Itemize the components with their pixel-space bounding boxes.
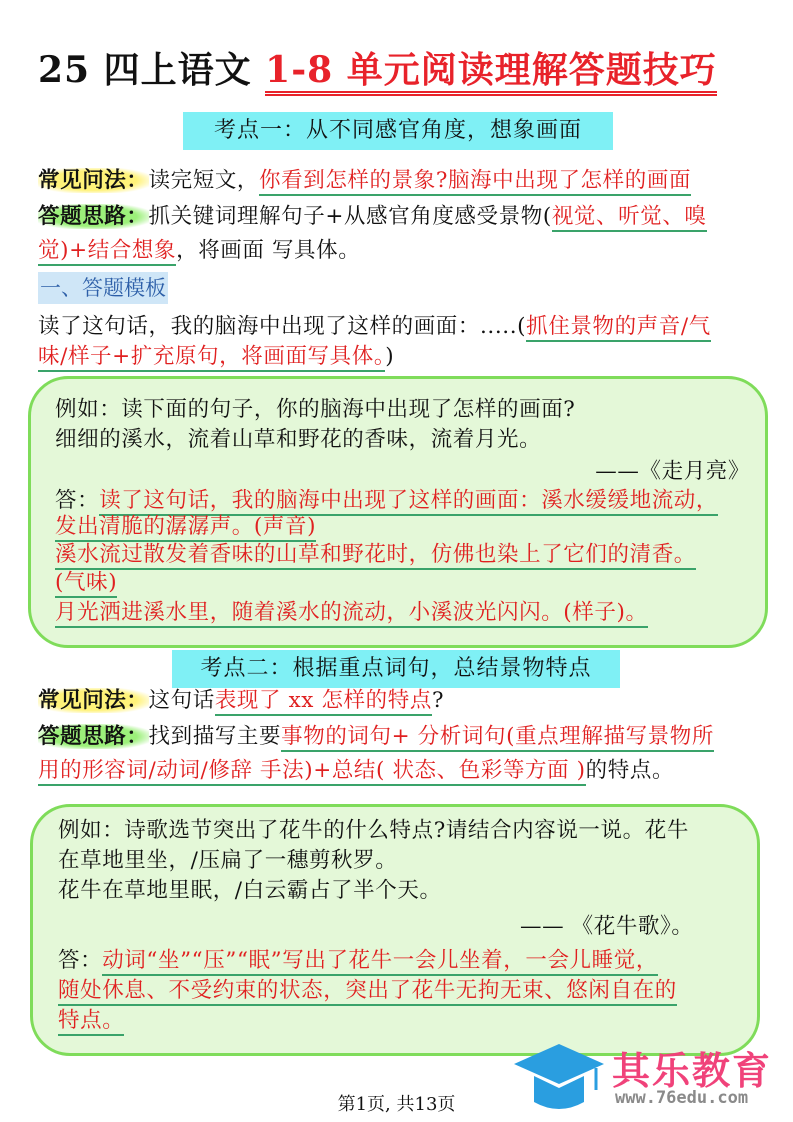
red-text: 觉)+结合想象 (38, 238, 176, 266)
template-line-cont (38, 342, 394, 372)
point1-question (38, 166, 691, 196)
approach-label: 答题思路： (38, 724, 149, 749)
red-text: 抓住景物的声音/气 (526, 314, 711, 342)
approach-label: 答题思路： (38, 204, 149, 229)
example2-answer-line (58, 1006, 124, 1036)
red-text: 随处休息、不受约束的状态，突出了花牛无拘无束、悠闲自在的 (58, 978, 677, 1006)
point2-heading: 考点二：根据重点词句，总结景物特点 (172, 650, 620, 688)
template-line (38, 312, 711, 342)
red-text: 表现了 xx 怎样的特点 (215, 688, 432, 716)
red-text: 特点。 (58, 1008, 124, 1036)
point1-approach (38, 202, 707, 232)
text: 的特点。 (585, 758, 675, 783)
point1-approach-cont (38, 236, 360, 266)
red-text: 溪水流过散发着香味的山草和野花时，仿佛也染上了它们的清香。 (55, 542, 696, 570)
text: 找到描写主要 (148, 724, 282, 749)
red-text: 动词“坐”“压”“眠”写出了花牛一会儿坐着，一会儿睡觉， (102, 948, 658, 976)
answer-label: 答： (55, 488, 100, 513)
template-heading: 一、答题模板 (38, 272, 168, 304)
point2-approach-cont (38, 756, 674, 786)
example1-answer-line (55, 540, 696, 570)
example2-answer-line (58, 976, 677, 1006)
red-text: 读了这句话，我的脑海中出现了这样的画面：溪水缓缓地流动， (99, 488, 718, 516)
text: ，将画面 写具体。 (176, 238, 361, 263)
point2-question (38, 686, 444, 716)
example1-answer-line (55, 598, 648, 628)
red-text: 用的形容词/动词/修辞 手法)+总结( 状态、色彩等方面 ) (38, 758, 586, 786)
example1-question: 例如：读下面的句子，你的脑海中出现了怎样的画面? (55, 397, 576, 422)
text: 这句话 (148, 688, 215, 713)
red-text: (气味) (55, 570, 117, 598)
example2-line: 花牛在草地里眠，/白云霸占了半个天。 (58, 878, 442, 903)
page-title (38, 42, 717, 93)
red-text: 你看到怎样的景象?脑海中出现了怎样的画面 (259, 168, 691, 196)
example1-text: 细细的溪水，流着山草和野花的香味，流着月光。 (55, 427, 542, 452)
text: 抓关键词理解句子+从感官角度感受景物( (148, 204, 552, 229)
red-text: 发出清脆的潺潺声。(声音) (55, 514, 316, 542)
text: 读完短文， (148, 168, 260, 193)
red-text: 事物的词句+ 分析词句(重点理解描写景物所 (281, 724, 714, 752)
answer-label: 答： (58, 948, 103, 973)
point1-heading: 考点一：从不同感官角度，想象画面 (183, 112, 613, 150)
example2-line: 在草地里坐，/压扁了一穗剪秋罗。 (58, 848, 398, 873)
red-text: 月光洒进溪水里，随着溪水的流动，小溪波光闪闪。(样子)。 (55, 600, 648, 628)
text: 读了这句话，我的脑海中出现了这样的画面：.....( (38, 314, 527, 339)
example1-answer-line (55, 512, 316, 542)
red-text: 视觉、听觉、嗅 (552, 204, 707, 232)
logo-name: 其乐教育 (612, 1049, 773, 1093)
text: ) (385, 344, 395, 369)
logo-url: www.76edu.com (615, 1088, 749, 1108)
text: ? (431, 688, 445, 713)
point2-approach (38, 722, 714, 752)
title-highlight: 1-8 单元阅读理解答题技巧 (265, 49, 717, 96)
title-prefix: 25 四上语文 (38, 49, 266, 91)
example2-answer (58, 946, 658, 976)
question-label: 常见问法： (38, 688, 149, 713)
page-number: 第1页, 共13页 (337, 1094, 456, 1115)
question-label: 常见问法： (38, 168, 149, 193)
example1-answer-line (55, 568, 117, 598)
example2-source: —— 《花牛歌》。 (520, 914, 694, 939)
example2-line: 例如：诗歌选节突出了花牛的什么特点?请结合内容说一说。花牛 (58, 818, 689, 843)
red-text: 味/样子+扩充原句，将画面写具体。 (38, 344, 385, 372)
example1-source: ——《走月亮》 (595, 459, 750, 484)
